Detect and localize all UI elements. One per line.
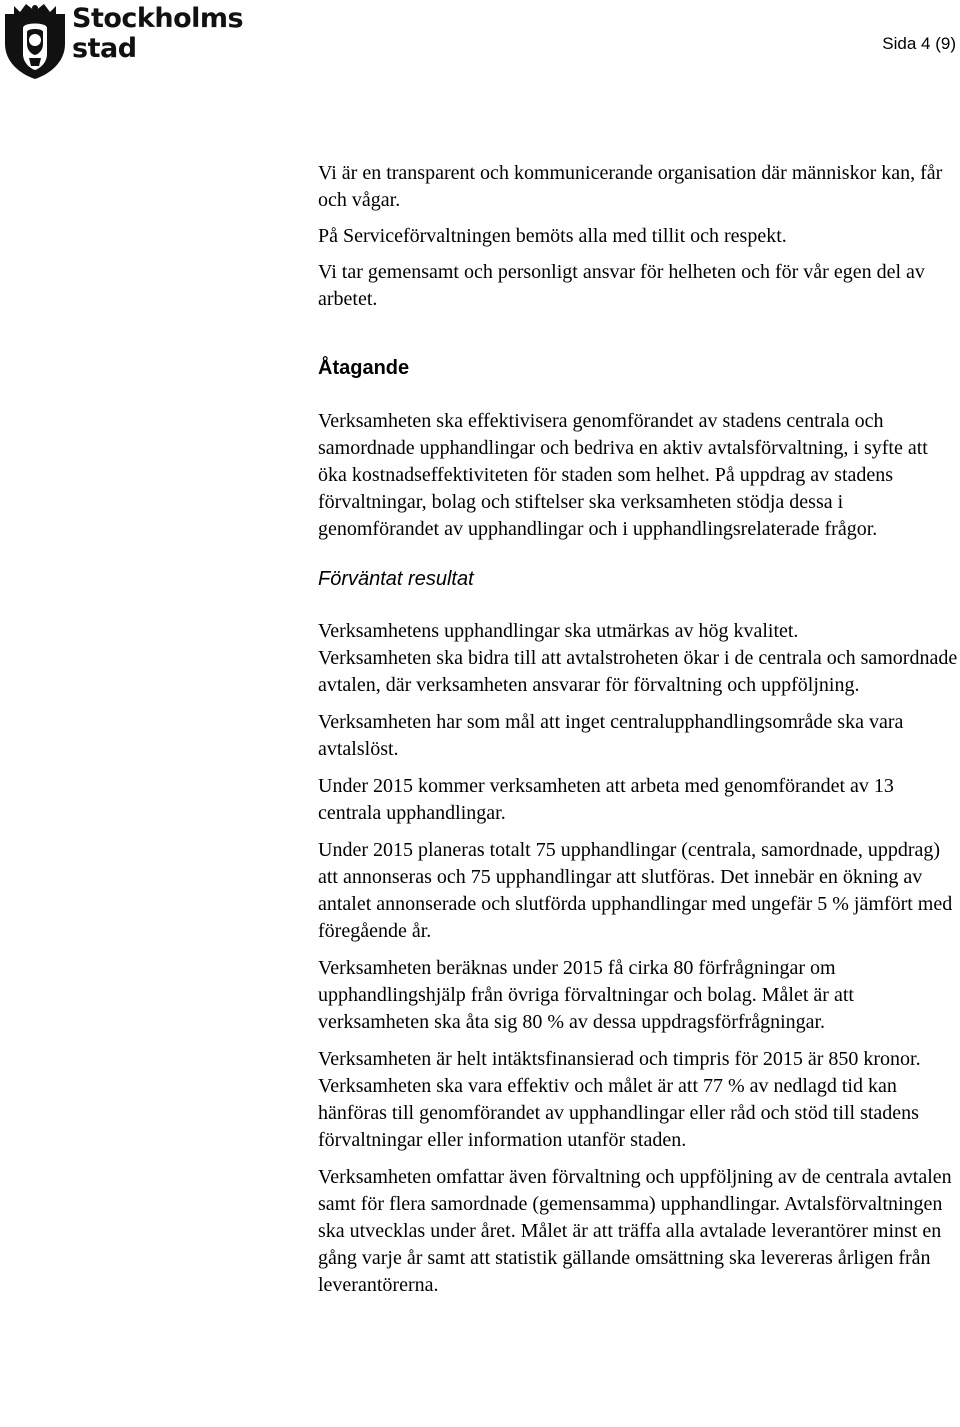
result-paragraph: Verksamheten omfattar även förvaltning och uppföljning av de centrala avtalen samt för flera samordnade (gemensamma) upphandlingar. Avtalsförvaltningen ska utvecklas under året. Målet är att träffa alla avtalade leverantörer minst en gång varje år samt att statistik gällande omsättning ska levereras årligen från leverantörerna.	[318, 1166, 952, 1296]
logo-wordmark	[72, 4, 243, 64]
result-paragraph: Verksamhetens upphandlingar ska utmärkas av hög kvalitet.	[318, 620, 799, 642]
values-list	[318, 160, 958, 313]
section-heading-forvantat-resultat: Förväntat resultat	[318, 568, 474, 590]
result-paragraph: Verksamheten har som mål att inget centralupphandlingsområde ska vara avtalslöst.	[318, 711, 904, 760]
section-heading-atagande: Åtagande	[318, 357, 410, 379]
stockholm-logo	[2, 0, 244, 80]
atagande-paragraph: Verksamheten ska effektivisera genomförandet av stadens centrala och samordnade upphandlingar och bedriva en aktiv avtalsförvaltning, i syfte att öka kostnadseffektiviteten för staden som helhet. På uppdrag av stadens förvaltningar, bolag och stiftelser ska verksamheten stödja dessa i genomförandet av upphandlingar och i upphandlingsrelaterade frågor.	[318, 410, 928, 540]
value-statement: Vi tar gemensamt och personligt ansvar för helheten och för vår egen del av arbetet.	[318, 261, 925, 310]
document-body	[318, 160, 958, 1309]
value-statement: På Serviceförvaltningen bemöts alla med tillit och respekt.	[318, 225, 787, 247]
result-paragraph: Verksamheten är helt intäktsfinansierad och timpris för 2015 är 850 kronor. Verksamheten ska vara effektiv och målet är att 77 % av nedlagd tid kan hänföras till genomförandet av upphandlingar eller råd och stöd till stadens förvaltningar eller information utanför staden.	[318, 1048, 921, 1151]
page-number: Sida 4 (9)	[882, 34, 956, 53]
result-paragraph: Verksamheten beräknas under 2015 få cirka 80 förfrågningar om upphandlingshjälp från övriga förvaltningar och bolag. Målet är att verksamheten ska åta sig 80 % av dessa uppdragsförfrågningar.	[318, 957, 854, 1033]
logo-line-2: stad	[72, 33, 137, 64]
page-header	[0, 0, 960, 90]
result-paragraph: Verksamheten ska bidra till att avtalstroheten ökar i de centrala och samordnade avtalen, där verksamheten ansvarar för förvaltning och uppföljning.	[318, 647, 958, 696]
crown-shield-icon	[2, 0, 68, 80]
result-paragraph: Under 2015 planeras totalt 75 upphandlingar (centrala, samordnade, uppdrag) att annonseras och 75 upphandlingar att slutföras. Det innebär en ökning av antalet annonserade och slutförda upphandlingar med ungefär 5 % jämfört med föregående år.	[318, 839, 953, 942]
value-statement: Vi är en transparent och kommunicerande organisation där människor kan, får och vågar.	[318, 162, 943, 211]
result-paragraph: Under 2015 kommer verksamheten att arbeta med genomförandet av 13 centrala upphandlingar.	[318, 775, 894, 824]
logo-line-1: Stockholms	[72, 3, 244, 34]
